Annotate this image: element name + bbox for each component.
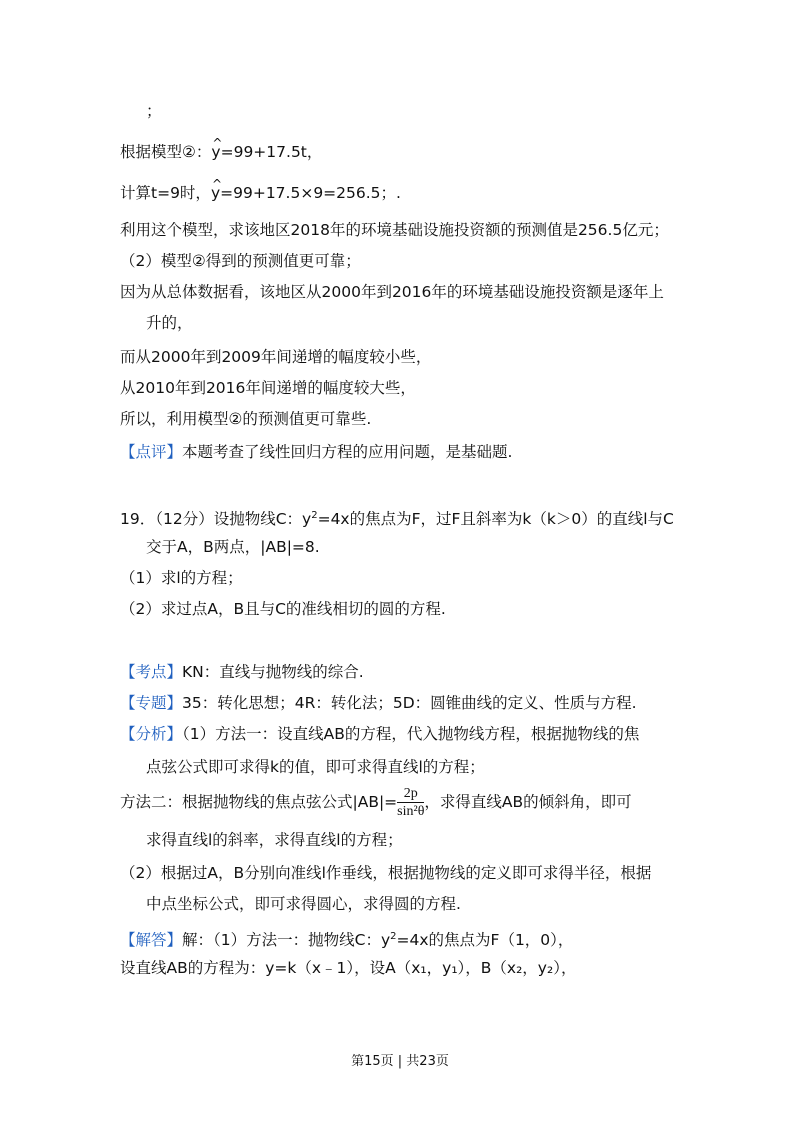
text-span: KN：直线与抛物线的综合. <box>182 663 364 681</box>
solution-tag: 【解答】 <box>120 931 183 950</box>
y-hat-symbol: ^ y <box>211 182 220 204</box>
text-line: 升的， <box>146 314 193 332</box>
fraction-denominator: sin²θ <box>397 803 425 819</box>
question-line: 交于A，B两点，|AB|=8. <box>146 538 320 556</box>
topic-line <box>120 692 637 714</box>
question-line: （2）求过点A，B且与C的准线相切的圆的方程. <box>120 600 446 618</box>
superscript: 2 <box>390 931 397 942</box>
text-span: ，求得直线AB的倾斜角，即可 <box>424 793 632 811</box>
text-line <box>120 784 632 821</box>
text-line: 中点坐标公式，即可求得圆心，求得圆的方程. <box>146 895 461 913</box>
text-line: 利用这个模型，求该地区2018年的环境基础设施投资额的预测值是256.5亿元； <box>120 221 669 239</box>
solution-line <box>120 926 573 951</box>
text-span: 解：（1）方法一：抛物线C：y <box>182 931 391 950</box>
text-line: 求得直线l的斜率，求得直线l的方程； <box>146 831 403 849</box>
text-span: 计算t=9时， <box>120 184 211 202</box>
fraction <box>397 785 424 821</box>
text-span: 35：转化思想；4R：转化法；5D：圆锥曲线的定义、性质与方程. <box>182 694 637 712</box>
text-span: 本题考查了线性回归方程的应用问题，是基础题. <box>182 443 513 461</box>
page-footer: 第15页 | 共23页 <box>351 1054 449 1069</box>
text-span: =4x的焦点为F，过F且斜率为k（k＞0）的直线l与C <box>317 510 674 529</box>
text-line: 所以，利用模型②的预测值更可靠些. <box>120 410 372 428</box>
question-line: （1）求l的方程； <box>120 569 243 587</box>
text-line: （2）根据过A，B分别向准线l作垂线，根据抛物线的定义即可求得半径，根据 <box>120 864 652 882</box>
text-line: 设直线AB的方程为：y=k（x﹣1），设A（x₁，y₁），B（x₂，y₂）， <box>120 959 577 977</box>
text-span: 根据模型②： <box>120 143 212 161</box>
text-span: =99+17.5t， <box>220 143 323 161</box>
topic-tag: 【专题】 <box>120 694 183 712</box>
knowledge-point-line <box>120 661 364 683</box>
text-line <box>120 141 322 163</box>
fraction-numerator: 2p <box>397 785 424 803</box>
text-line: ； <box>146 102 162 120</box>
analysis-line <box>120 723 639 745</box>
text-span: 方法二：根据抛物线的焦点弦公式|AB|= <box>120 793 398 811</box>
text-span: =99+17.5×9=256.5；. <box>220 184 401 202</box>
text-span: （1）方法一：设直线AB的方程，代入抛物线方程，根据抛物线的焦 <box>182 725 640 743</box>
text-line: 而从2000年到2009年间递增的幅度较小些， <box>120 348 432 366</box>
text-span: 19．（12分）设抛物线C：y <box>120 510 312 529</box>
y-hat-symbol: ^ y <box>211 141 220 163</box>
superscript: 2 <box>311 510 318 521</box>
text-line: 从2010年到2016年间递增的幅度较大些， <box>120 379 416 397</box>
text-span: =4x的焦点为F（1，0）， <box>396 931 574 950</box>
comment-tag: 【点评】 <box>120 443 183 461</box>
text-line: 点弦公式即可求得k的值，即可求得直线l的方程； <box>146 758 485 776</box>
text-line <box>120 182 401 204</box>
text-line: （2）模型②得到的预测值更可靠； <box>120 252 361 270</box>
analysis-tag: 【分析】 <box>120 725 183 743</box>
text-line: 因为从总体数据看，该地区从2000年到2016年的环境基础设施投资额是逐年上 <box>120 283 664 301</box>
question-line <box>120 505 674 530</box>
knowledge-point-tag: 【考点】 <box>120 663 183 681</box>
comment-line <box>120 441 512 463</box>
